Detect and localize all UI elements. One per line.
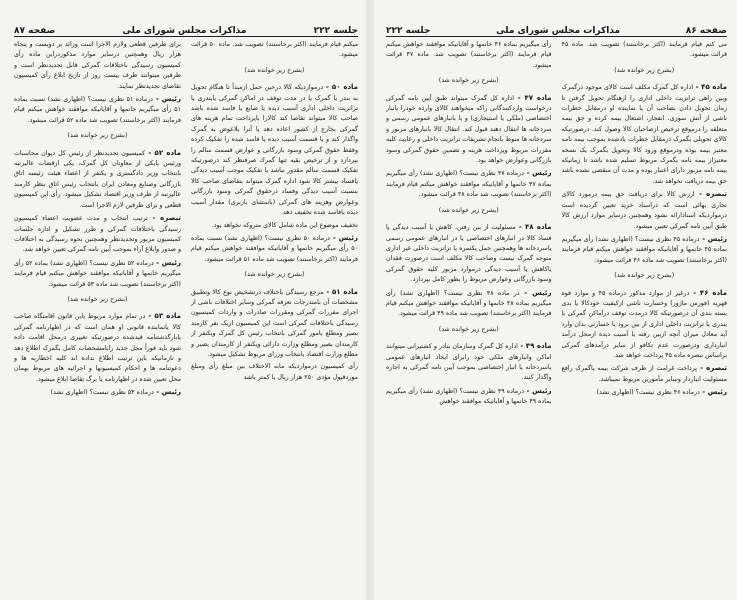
reading-note: (بشرح زیر خوانده شد) — [244, 271, 305, 279]
article-paragraph — [14, 311, 181, 385]
article-text: در تمام موارد مربوط باین قانون اقامتگاه صاحب کالا یانماینده قانونی او همان است که در اظهارنامه گمرکی یابارگذشتنامه قیدشده درصورتیکه تغییری درمحل اقامت داده شود باید فوراً محل جدید رابامشخصات کامل بگمرک اطلاع دهد و تازمانیکه باین ترتیب اطلاع نداده اند کلیه اخطاریه ها و دعوتنامه ها و احکام کمیسیونها و اجرائیه های مربوط بهمان محل تعیین شده در اظهارنامه یا برگ تقاضا ابلاغ میشود. — [14, 313, 181, 383]
article-paragraph — [191, 287, 358, 361]
article-paragraph — [14, 213, 181, 256]
article-paragraph — [14, 258, 181, 290]
article-paragraph — [562, 234, 728, 266]
reading-note: (بشرح زیر خوانده شد) — [244, 66, 305, 74]
article-paragraph — [191, 82, 358, 218]
article-text: درمواردیکه کالا درحین حمل ازمبدأ تا هنگام تحویل به بندر یا گمرک یا در مدت توقف در اماکن گمرکی یابندری یا ترانزیت داخلی اداری آسیب دیده یا ضایع یا فاسد شده باشد صاحب کالا میتواند تقاضا کند کالارا باپرداخت تمام هزینه های گمرکی بخارج از کشور اعاده دهد یا آنرا بلاعوض به گمرک واگذار کند و یا قسمت آسیب دیده یا فاسد شده را تفکیک کرده وفقط حقوق گمرکی وسود بازرگانی و عوارض قسمت سالم را بپردازد و از ترخیص بقیه تنها گمرك صرفنظر کند درصورتیکه تفکیک قسمت سالم مقدور نباشد یا تفکیک موجب آسیب دیدگی یافساد بیشتر کالا شود اداره گمرک میتواند بتقاضای صاحب کالا بنسبت آسیب دیدگی وفساد درحقوق گمرکی وسود بازرگانی وعوارض وهزینه های گمرکی (باستثنای باربری) مقدار آسیب دیده یافاسد شده تخفیف دهد. — [191, 84, 358, 217]
reading-note: (بشرح زیر خوانده شد) — [438, 325, 499, 333]
article-text: در ماده ۴۸ نظری نیست؟ (اظهاری نشد) رأی میگیریم بماده ۴۸ خانمها و آقایانیکه موافقند خواهش میکنم قیام فرمایند (اکثر برخاستند) تصویب شد ماده ۴۹ قرائت میشود. — [386, 289, 552, 318]
page-87 — [0, 0, 368, 600]
article-lead: رئیس - — [153, 388, 181, 397]
article-paragraph — [14, 94, 181, 126]
article-lead: رئیس - — [153, 258, 181, 267]
article-lead: تبصره - — [694, 190, 727, 199]
article-paragraph — [562, 288, 728, 362]
page-number: صفحه ۸۶ — [685, 26, 727, 36]
session-number: جلسه ۲۲۲ — [386, 26, 431, 36]
session-number: جلسه ۲۲۲ — [313, 26, 358, 36]
reading-note: (بشرح زیر خوانده شد) — [438, 206, 499, 214]
article-lead: ماده ۴۸ - — [515, 223, 552, 232]
article-lead: ماده ۵۰ - — [323, 83, 358, 92]
reading-note: (بشرح زیر خوانده شد) — [614, 66, 675, 74]
article-text: اداره کل گمرک وسازمان بنادر و کشتیرانی میتوانند اماکن وانبارهای ملکی خود رابرای ایجاد انبارهای عمومی یاسردخانه یا انبار اختصاصی بموجب آیین نامه گمرکی به اجاره واگذار کنند. — [386, 343, 552, 382]
article-lead: رئیس - — [699, 388, 727, 397]
article-lead: تبصره - — [147, 214, 181, 223]
text-columns — [14, 40, 358, 590]
article-lead: ماده ۵۳ - — [145, 312, 181, 321]
article-text: درماده ۵۰ نظری نیست؟ (اظهاری نشد) نسبت بماده ۵۰ رأی میگیریم خانمها و آقایانیکه موافقند خواهش میکنم قیام فرمایند (اکثر برخاستند) تصویب شد ماده ۵۱ قرائت میشود. — [191, 234, 358, 263]
body-paragraph: برای طرفین قطعی ولازم الاجرا است وزائد بر دویست و پنجاه هزار ریال وهمچنین درسایر موارد مذکوردراین ماده رأی کمیسیون رسیدگی باختلافات گمرکی قابل تجدیدنظر است و طرفین میتوانند ظرف بیست روز از تاریخ ابلاغ رأی کمیسیون تقاضای تجدیدنظر نمایند. — [14, 41, 181, 90]
article-lead: ماده ۴۷ - — [514, 93, 552, 102]
article-lead: تبصره - — [697, 364, 727, 373]
article-paragraph — [562, 189, 728, 232]
page-header — [386, 22, 727, 37]
article-text: پرداخت غرامت از طرف شرکت بیمه یاگمرک رافع مسئولیت انباردار وسایر مأمورین مربوط نمیباشد. — [561, 365, 727, 383]
page-title: مذاکرات مجلس شورای ملی — [122, 26, 247, 36]
page-title: مذاکرات مجلس شورای ملی — [496, 26, 621, 36]
article-text: ترتیب انتخاب و مدت عضویت اعضاء کمیسیون رسیدگی باختلافات گمرکی و طرز تشکیل و اداره جلسات کمیسیون مزبور وتجدیدنظر وهمچنین نحوه رسیدگی به اختلافات و صدور وابلاغ آراء بموجب آیین نامه گمرکی تعیین خواهد شد. — [14, 215, 181, 254]
column-left — [14, 40, 181, 590]
article-lead: ماده ۵۱ - — [323, 287, 358, 296]
article-paragraph — [562, 82, 728, 187]
article-text: اداره کل گمرک مکلف است کالای موجود درگمرک وبین راهی ترانزیت داخلی اداری را ازهنگام تحویل گرفتن تا زمان تحویل دادن بصاحب آن یا نماینده او درمقابل خطرات ناشی از آتش سوزی، انفجار، اشتعال بیمه کرده و حق بیمه متعلقه را درموقع ترخیص ازصاحبان کالا وصول کند. درصورتیکه کالای تحویلی بگمرک درمقابل خطرات یادشده بموجب بیمه نامه معتبر بیمه بوده ودرموقع ورود کالا وتحویل بگمرک یک نسخه معتبراز بیمه نامه بگمرک مربوط تسلیم شده باشد تا زمانیکه بیمه نامه مزبور دارای اعتبار بوده و مدت آن منقضی نشده باشد حق بیمه دریافت نخواهد شد. — [561, 84, 727, 185]
body-paragraph: میکنم قیام فرمایند (اکثر برخاستند) تصویب شد. ماده ۵۰ قرائت میشود. — [191, 41, 358, 59]
article-text: درغیر از موارد مذکور درماده ۴۵ و موارد قوه قهریه (فورس ماژور) وخسارت ناشی ازکیفیت خودکالا یا بدی بسته بندی آن درصورتیکه کالا درمدت توقف دراماکن گمرکی یا بندری یا ترانزیت داخلی اداری از بین برود یا خسارتی بدان وارد آید معادل میزان آنچه ازبین رفته یا آسیب دیده ازمحل درآمد انبارداری ودرصورت عدم تکافو از سایر درآمدهای گمرکی براساس تبصره ماده ۴۵ پرداخت خواهد شد. — [561, 289, 727, 359]
reading-note: (بشرح زیر خوانده شد) — [67, 295, 128, 303]
article-paragraph — [14, 148, 181, 211]
body-paragraph: رأی میگیریم بماده ۴۶ خانمها و آقایانیکه موافقند خواهش میکنم قیام فرمایند (اکثر برخاستند) تصویب شد. ماده ۴۷ قرائت میشود. — [386, 41, 552, 69]
article-paragraph — [386, 288, 552, 320]
article-text: درماده ۵۲ نظری نیست؟ (اظهاری نشد) بماده ۵۲ رأی میگیریم خانمها و آقایانیکه موافقند خواهش میکنم قیام فرمایند (اکثر برخاستند) تصویب شد ماده ۵۳ قرائت میشود. — [14, 259, 181, 288]
article-paragraph — [386, 386, 552, 408]
article-lead: رئیس - — [524, 386, 552, 395]
article-text: درماده ۴۹ نظری نیست؟ (اظهاری نشد) رأی میگیریم بماده ۴۹ خانمها و آقایانیکه موافقند خواهش — [386, 387, 552, 406]
article-paragraph — [386, 93, 552, 167]
column-right — [562, 40, 728, 590]
reading-note: (بشرح زیر خوانده شد) — [438, 77, 499, 85]
article-paragraph — [14, 387, 181, 398]
article-paragraph — [386, 341, 552, 384]
article-text: مرجع رسیدگی باختلاف درتشخیص نوع کالا وتطبیق مشخصات آن بامندرجات تعرفه گمرکی وسایر اختلافات ناشی از اجرای مقررات گمرکی ومقررات صادرات و واردات کمیسیون رسیدگی باختلافات گمرکی است این کمیسیون ازیک نفر کارمند بصیر ومطلع بامور گمرکی بانتخاب رئیس کل گمرک ویکنفر از کارمندان بصیر ومطلع وزارت دارائی ویکنفر از کارمندان بصیر و مطلع وزارت اقتصاد بانتخاب وزرای مربوط تشکیل میشود. — [191, 288, 358, 358]
article-text: درماده ۴۵ نظری نیست؟ (اظهاری نشد) رأی میگیریم بماده ۴۵ خانمها و آقایانیکه موافقند خواهش میکنم قیام فرمایند (اکثر برخاستند) تصویب شد ماده ۴۶ قرائت میشود. — [561, 235, 727, 264]
article-lead: رئیس - — [699, 234, 727, 243]
body-paragraph: تخفیف موضوع این ماده شامل کالای متروکه نخواهد بود. — [211, 221, 358, 229]
column-left — [386, 40, 552, 590]
body-paragraph: می کنم قیام فرمایند (اکثر برخاستند) تصویب شد. ماده ۴۵ قرائت میشود. — [561, 41, 727, 59]
article-lead: ماده ۴۵ - — [693, 83, 727, 92]
article-paragraph — [562, 363, 728, 385]
reading-note: (بشرح زیر خوانده شد) — [614, 272, 675, 280]
article-lead: ماده ۵۲ - — [145, 148, 181, 157]
article-lead: رئیس - — [329, 233, 358, 242]
article-text: اداره کل گمرک میتواند طبق آیین نامه گمرکی درخواست واردکنندگانی راکه میخواهند کالای وارده خودرا بانبار اختصاصی (ملکی یا استیجاری) و یا بانبارهای عمومی رسمی و سردخانه ها انتقال دهند قبول کند. انتقال کالا بانبارهای مزبور و سردخانه ها منوط بانجام تشریفات ترانزیت داخلی و رعایت کلیه مقررات مربوط وپرداخت هزینه و تضمین حقوق گمرکی وسود بازرگانی وعوارض خواهد بود. — [386, 94, 552, 165]
column-right — [191, 40, 358, 590]
article-paragraph — [191, 233, 358, 265]
article-text: درماده ۴۷ نظری نیست؟ (اظهاری نشد) رأی میگیریم بماده ۴۷ خانمها و آقایانیکه موافقند خواهش میکنم قیام فرمایند (اکثر برخاستند) تصویب شد ماده ۴۸ قرائت میشود. — [386, 170, 552, 199]
article-text: کمیسیون تجدیدنظر از رئیس کل دیوان محاسبات ورئیس یایکی از معاونان کل گمرک، یکی ازقضات عالیرتبه بانتخاب وزیر دادگستری و یکنفر از اعضاء هیئت رئیسه اتاق بازرگانی وصنایع ومعادن ایران بانتخاب رئیس اتاق بنظر کارمند عالیرتبه از طرف وزیر اقتصاد تشکیل میشود. رأی این کمیسیون قطعی و برای طرفین لازم الاجرا است. — [14, 149, 181, 209]
article-lead: ماده ۴۹ - — [517, 342, 552, 351]
page-number: صفحه ۸۷ — [14, 26, 56, 36]
body-paragraph: رأی کمیسیون درمواردیکه مابه الاختلاف بین مبلغ رأی ومبلغ موردقبول مؤدی ۲۵۰ هزار ریال یا کمتر باشد — [191, 363, 358, 381]
article-text: درماده ۵۱ نظری نیست؟ (اظهاری نشد) نسبت بماده ۵۱ رأی میگیریم خانمها و آقایانیکه موافقند خواهش میکنم قیام فرمایند (اکثر برخاستند) تصویب شد ماده ۵۲ قرائت میشود. — [14, 96, 181, 124]
reading-note: (بشرح زیر خوانده شد) — [67, 132, 128, 140]
article-paragraph — [562, 387, 728, 398]
article-text: درماده ۵۳ نظری نیست؟ (اظهاری نشد) — [50, 389, 154, 397]
article-paragraph — [386, 168, 552, 200]
article-text: ارزش کالا برای دریافت حق بیمه درمورد کالای تجاری بهائی است که دراسناد خرید تعیین گردیده است درمواردیکه اسنادارائه نشود وهمچنین درسایر موارد ارزش کالا طبق آیین نامه گمرکی تعیین میشود. — [561, 191, 727, 230]
text-columns — [386, 40, 727, 590]
page-header — [14, 22, 358, 37]
page-86 — [372, 0, 737, 600]
article-text: مسئولیت از بین رفتن، کاهش یا آسیب دیدگی یا فساد کالا در انبارهای اختصاصی یا در انبارهای عمومی رسمی یاسردخانه ها وهمچنین حمل یکسره یا ترانزیت داخلی غیر اداری متوجه گمرک نیست وصاحب کالا مکلف است درصورت فقدان یاکاهش یا آسیب دیدگی درموارد مزبور کلیه حقوق گمرکی وسود بازرگانی وعوارض مربوط را بطور کامل بپردازد. — [386, 224, 552, 284]
article-lead: ماده ۴۶ - — [689, 288, 727, 297]
article-lead: رئیس - — [524, 169, 552, 178]
article-paragraph — [386, 222, 552, 285]
article-text: درماده ۴۶ نظری نیست؟ (اظهاری نشد) — [596, 389, 700, 397]
article-lead: رئیس - — [152, 95, 181, 104]
article-lead: رئیس - — [519, 288, 552, 297]
